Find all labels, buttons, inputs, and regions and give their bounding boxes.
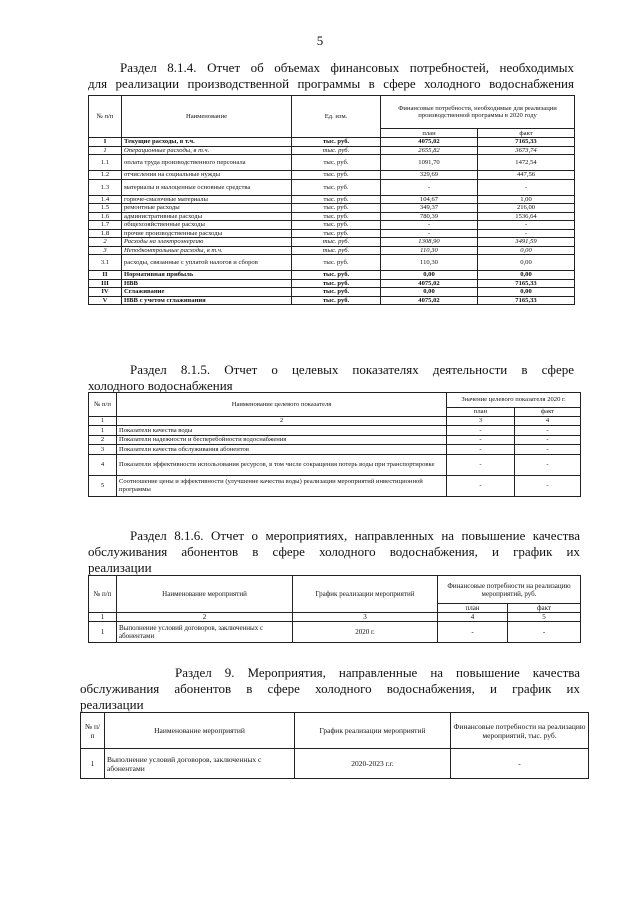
table-row xyxy=(89,238,575,247)
table-cell: Показатели надежности и бесперебойности водоснабжения xyxy=(117,435,447,445)
table-cell: 329,69 xyxy=(381,171,478,180)
table-cell: тыс. руб. xyxy=(292,171,381,180)
section-8-1-6-heading xyxy=(130,528,580,544)
table-cell: 7165,33 xyxy=(478,279,575,288)
col-name-header: Наименование целевого показателя xyxy=(117,393,447,417)
table-row xyxy=(89,155,575,171)
table-row xyxy=(89,246,575,255)
table-cell: Операционные расходы, в т.ч. xyxy=(122,146,292,155)
col-num-header: № п/п xyxy=(89,576,117,613)
table-cell: 110,30 xyxy=(381,255,478,271)
table-cell: 2655,82 xyxy=(381,146,478,155)
heading-line: обслуживания абонентов в сфере холодного водоснабжения, и график их xyxy=(80,681,580,696)
col-schedule-header: График реализации мероприятий xyxy=(293,576,438,613)
table-cell: - xyxy=(508,622,581,643)
table-cell: горюче-смазочные материалы xyxy=(122,195,292,204)
col-name-header: Наименование мероприятий xyxy=(117,576,293,613)
events-schedule-table xyxy=(80,712,589,779)
table-cell: 4 xyxy=(89,454,117,475)
table-cell: - xyxy=(478,229,575,238)
table-cell: оплата труда производственного персонала xyxy=(122,155,292,171)
table-cell: 3 xyxy=(89,445,117,455)
table-cell: - xyxy=(447,454,515,475)
table-cell: Расходы на электроэнергию xyxy=(122,238,292,247)
col-index: 3 xyxy=(293,613,438,622)
table-cell: 2 xyxy=(89,238,122,247)
table-cell: 4075,02 xyxy=(381,138,478,147)
section-9-heading-cont xyxy=(80,681,580,713)
heading-line: обслуживания абонентов в сфере холодного водоснабжения, и график их xyxy=(88,544,580,559)
table-cell: расходы, связанные с уплатой налогов и сборов xyxy=(122,255,292,271)
table-cell: - xyxy=(381,221,478,230)
col-unit-header: Ед. изм. xyxy=(292,96,381,138)
table-cell: 1 xyxy=(89,426,117,436)
table-row xyxy=(89,435,581,445)
table-row xyxy=(89,212,575,221)
table-cell: 110,30 xyxy=(381,246,478,255)
col-index: 1 xyxy=(89,613,117,622)
table-cell: II xyxy=(89,271,122,280)
col-fact-header: факт xyxy=(508,604,581,613)
table-cell: 2020 г. xyxy=(293,622,438,643)
table-row xyxy=(89,229,575,238)
table-cell: Показатели качества обслуживания абонентов xyxy=(117,445,447,455)
table-cell: - xyxy=(447,426,515,436)
table-cell: 1 xyxy=(81,749,105,779)
table-row xyxy=(89,279,575,288)
col-name-header: Наименование мероприятий xyxy=(105,713,295,749)
table-row xyxy=(89,138,575,147)
table-cell: тыс. руб. xyxy=(292,229,381,238)
table-cell: 1.2 xyxy=(89,171,122,180)
col-group-header: Значение целевого показателя 2020 г. xyxy=(447,393,581,408)
col-num-header: № п/п xyxy=(89,393,117,417)
heading-line: Раздел 9. Мероприятия, направленные на повышение качества xyxy=(175,665,580,680)
section-8-1-6-heading-cont xyxy=(88,544,580,576)
table-cell: 0,00 xyxy=(478,288,575,297)
table-row xyxy=(89,179,575,195)
col-index: 5 xyxy=(508,613,581,622)
table-cell: прочие производственные расходы xyxy=(122,229,292,238)
table-cell: 216,00 xyxy=(478,204,575,213)
table-cell: тыс. руб. xyxy=(292,204,381,213)
section-9-heading xyxy=(175,665,580,681)
table-cell: 4075,02 xyxy=(381,279,478,288)
table-cell: тыс. руб. xyxy=(292,296,381,305)
col-index: 1 xyxy=(89,417,117,426)
table-row xyxy=(89,296,575,305)
financial-needs-table xyxy=(88,95,575,305)
table-cell: тыс. руб. xyxy=(292,179,381,195)
table-cell: тыс. руб. xyxy=(292,279,381,288)
table-row xyxy=(89,445,581,455)
col-index: 4 xyxy=(515,417,581,426)
col-name-header: Наименование xyxy=(122,96,292,138)
col-group-header: Финансовые потребности, необходимые для реализации производственной программы в 2020 году xyxy=(381,96,575,129)
table-cell: - xyxy=(381,229,478,238)
table-cell: 0,00 xyxy=(381,288,478,297)
table-cell: Соотношение цены и эффективности (улучшение качества воды) реализации мероприятий инвестиционной программы xyxy=(117,475,447,496)
table-cell: 1.6 xyxy=(89,212,122,221)
table-cell: 1 xyxy=(89,622,117,643)
table-cell: тыс. руб. xyxy=(292,246,381,255)
table-cell: 1308,90 xyxy=(381,238,478,247)
table-cell: 1.4 xyxy=(89,195,122,204)
table-cell: - xyxy=(515,445,581,455)
table-cell: 1536,64 xyxy=(478,212,575,221)
section-8-1-4-heading-cont xyxy=(88,76,574,92)
table-cell: тыс. руб. xyxy=(292,212,381,221)
table-cell: тыс. руб. xyxy=(292,155,381,171)
table-cell: тыс. руб. xyxy=(292,255,381,271)
heading-line: реализации xyxy=(88,560,152,575)
col-fact-header: факт xyxy=(478,129,575,138)
table-cell: НВВ xyxy=(122,279,292,288)
heading-line: Раздел 8.1.6. Отчет о мероприятиях, направленных на повышение качества xyxy=(130,528,580,543)
table-cell: 3673,74 xyxy=(478,146,575,155)
table-cell: 780,39 xyxy=(381,212,478,221)
col-plan-header: план xyxy=(447,408,515,417)
table-cell: 2 xyxy=(89,435,117,445)
table-cell: ремонтные расходы xyxy=(122,204,292,213)
col-num-header: № п/п xyxy=(89,96,122,138)
table-cell: - xyxy=(447,445,515,455)
table-cell: 1.1 xyxy=(89,155,122,171)
table-cell: 447,56 xyxy=(478,171,575,180)
table-cell: 1 xyxy=(89,146,122,155)
table-cell: I xyxy=(89,138,122,147)
table-cell: 1091,70 xyxy=(381,155,478,171)
heading-line: Раздел 8.1.4. Отчет об объемах финансовых потребностей, необходимых xyxy=(120,60,574,75)
table-cell: 5 xyxy=(89,475,117,496)
table-row xyxy=(89,146,575,155)
table-row xyxy=(89,454,581,475)
table-cell: - xyxy=(447,435,515,445)
table-cell: - xyxy=(515,454,581,475)
table-cell: - xyxy=(478,221,575,230)
service-quality-events-table xyxy=(88,575,581,643)
section-8-1-4-heading xyxy=(120,60,574,76)
table-row xyxy=(89,255,575,271)
table-cell: 4075,02 xyxy=(381,296,478,305)
col-index: 3 xyxy=(447,417,515,426)
table-cell: 1.5 xyxy=(89,204,122,213)
table-cell: 3.1 xyxy=(89,255,122,271)
heading-line: Раздел 8.1.5. Отчет о целевых показателях деятельности в сфере xyxy=(130,362,574,377)
table-row xyxy=(81,749,589,779)
table-row xyxy=(89,622,581,643)
table-cell: тыс. руб. xyxy=(292,138,381,147)
col-index: 4 xyxy=(438,613,508,622)
table-cell: Выполнение условий договоров, заключенных с абонентами xyxy=(105,749,295,779)
table-cell: - xyxy=(515,435,581,445)
col-plan-header: план xyxy=(381,129,478,138)
table-cell: - xyxy=(447,475,515,496)
col-finance-header: Финансовые потребности на реализацию мероприятий, тыс. руб. xyxy=(451,713,589,749)
table-row xyxy=(89,171,575,180)
col-group-header: Финансовые потребности на реализацию мероприятий, руб. xyxy=(438,576,581,604)
target-indicators-table xyxy=(88,392,581,497)
table-cell: IV xyxy=(89,288,122,297)
table-cell: 3 xyxy=(89,246,122,255)
table-cell: 1.8 xyxy=(89,229,122,238)
col-num-header: № п/п xyxy=(81,713,105,749)
table-row xyxy=(89,288,575,297)
col-index: 2 xyxy=(117,613,293,622)
table-cell: тыс. руб. xyxy=(292,221,381,230)
table-cell: 7165,33 xyxy=(478,296,575,305)
table-cell: - xyxy=(451,749,589,779)
table-cell: 1.7 xyxy=(89,221,122,230)
heading-line: холодного водоснабжения xyxy=(88,378,233,393)
table-cell: 2020-2023 г.г. xyxy=(295,749,451,779)
table-cell: 0,00 xyxy=(381,271,478,280)
table-cell: 0,00 xyxy=(478,255,575,271)
table-row xyxy=(89,221,575,230)
table-row xyxy=(89,271,575,280)
table-cell: тыс. руб. xyxy=(292,288,381,297)
table-cell: 1.3 xyxy=(89,179,122,195)
table-cell: Текущие расходы, в т.ч. xyxy=(122,138,292,147)
table-cell: III xyxy=(89,279,122,288)
table-cell: общехозяйственные расходы xyxy=(122,221,292,230)
table-cell: 104,67 xyxy=(381,195,478,204)
table-row xyxy=(89,475,581,496)
table-cell: - xyxy=(438,622,508,643)
table-cell: 3491,59 xyxy=(478,238,575,247)
table-cell: тыс. руб. xyxy=(292,238,381,247)
table-cell: 1,00 xyxy=(478,195,575,204)
heading-line: для реализации производственной программы в сфере холодного водоснабжения xyxy=(88,76,574,91)
table-cell: тыс. руб. xyxy=(292,195,381,204)
table-cell: 1472,54 xyxy=(478,155,575,171)
table-cell: Нормативная прибыль xyxy=(122,271,292,280)
col-fact-header: факт xyxy=(515,408,581,417)
table-cell: тыс. руб. xyxy=(292,146,381,155)
table-cell: материалы и малоценные основные средства xyxy=(122,179,292,195)
table-cell: - xyxy=(515,426,581,436)
table-cell: 349,37 xyxy=(381,204,478,213)
table-cell: - xyxy=(478,179,575,195)
table-cell: 0,00 xyxy=(478,271,575,280)
heading-line: реализации xyxy=(80,697,144,712)
table-cell: Показатели качества воды xyxy=(117,426,447,436)
col-plan-header: план xyxy=(438,604,508,613)
table-cell: отчисления на социальные нужды xyxy=(122,171,292,180)
table-cell: 7165,33 xyxy=(478,138,575,147)
table-cell: V xyxy=(89,296,122,305)
section-8-1-5-heading xyxy=(130,362,574,378)
table-cell: Неподконтрольные расходы, в т.ч. xyxy=(122,246,292,255)
table-row xyxy=(89,426,581,436)
table-cell: - xyxy=(381,179,478,195)
col-index: 2 xyxy=(117,417,447,426)
table-cell: - xyxy=(515,475,581,496)
table-cell: административные расходы xyxy=(122,212,292,221)
col-schedule-header: График реализации мероприятий xyxy=(295,713,451,749)
table-cell: Сглаживание xyxy=(122,288,292,297)
table-cell: 0,00 xyxy=(478,246,575,255)
table-cell: Показатели эффективности использования ресурсов, в том числе сокращения потерь воды при транспортировке xyxy=(117,454,447,475)
table-row xyxy=(89,195,575,204)
table-cell: Выполнение условий договоров, заключенных с абонентами xyxy=(117,622,293,643)
page-number: 5 xyxy=(316,33,324,48)
table-cell: НВВ с учетом сглаживания xyxy=(122,296,292,305)
table-row xyxy=(89,204,575,213)
table-cell: тыс. руб. xyxy=(292,271,381,280)
